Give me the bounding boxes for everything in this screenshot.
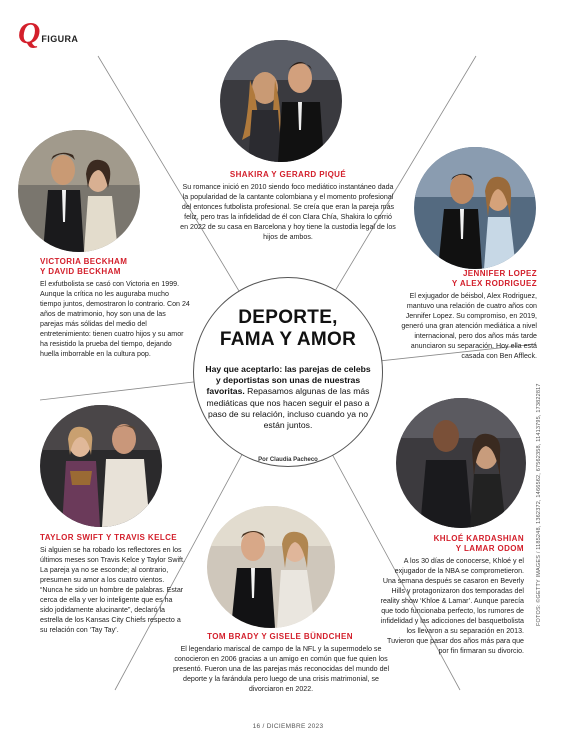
- photo-victoria-david-beckham: [18, 130, 140, 252]
- feature-intro: [203, 364, 373, 431]
- couple-name-jlo-line1: JENNIFER LOPEZ: [462, 269, 537, 278]
- couple-name-shakira-pique: SHAKIRA Y GERARD PIQUÉ: [229, 170, 347, 179]
- page-footer: 16 / DICIEMBRE 2023: [252, 723, 324, 730]
- headline-line-2: FAMA Y AMOR: [219, 329, 357, 350]
- couple-name-jlo-line2: Y ALEX RODRIGUEZ: [451, 279, 537, 288]
- couple-name-taylor-travis: TAYLOR SWIFT Y TRAVIS KELCE: [40, 533, 178, 542]
- headline-line-1: DEPORTE,: [238, 307, 338, 328]
- couple-name-khloe-line2: Y LAMAR ODOM: [455, 544, 524, 553]
- couple-text-khloe-lamar: A los 30 días de conocerse, Khloé y el exjugador de la NBA se comprometieron. Una semana después se casaron en Beverly Hills y protagonizaron dos temporadas del reality show ‘Khloe & Lamar’. Aunque parecía que todo funcionaba perfecto, los rumores de infidelidad y las adicciones del basquetbolista los llevaron a su separación en 2013. Tuvieron que pasar dos años más para que por fin firmaran su divorcio.: [380, 557, 524, 655]
- photo-shakira-pique: [220, 40, 342, 162]
- intro-bold: Hay que aceptarlo: las parejas de celebs y deportistas son unas de nuestras favoritas.: [205, 364, 371, 397]
- couple-text-taylor-travis: Si alguien se ha robado los reflectores en los últimos meses son Travis Kelce y Taylor Swift. La pareja ya no se esconde; al contrario, presumen su amor a los cuatro vientos. “Nunca he sido un hombre de palabras. Estar cerca de ella y ver lo inteligente que es ha sido jodidamente alucinante”, declaró la estrella de los Kansas City Chiefs respecto a su relación con ‘Tay Tay’.: [40, 546, 185, 634]
- section-label: FIGURA: [41, 34, 79, 44]
- intro-rest: Repasamos algunas de las más mediáticas que nos hacen seguir el paso a paso de su relación, incluso cuando ya no están juntos.: [206, 386, 370, 431]
- couple-name-beckham-line1: VICTORIA BECKHAM: [40, 257, 128, 266]
- brand-logo-q: Q: [18, 15, 41, 50]
- feature-headline: [193, 307, 383, 351]
- couple-text-brady-gisele: El legendario mariscal de campo de la NFL y la supermodelo se conocieron en 2006 gracias a un amigo en común que fue quien los presentó. Fueron una de las parejas más reconocidas del mundo del deporte y la farándula pero luego de una crisis matrimonial, se divorciaron en 2022.: [172, 645, 390, 693]
- photo-taylor-swift-travis-kelce: [40, 405, 162, 527]
- couple-text-shakira-pique: Su romance inició en 2010 siendo foco mediático instantáneo dada la popularidad de la cantante colombiana y el momento profesional del entonces futbolista profesional. Se creía que eran la pareja más feliz, pero tras la infidelidad de él con Clara Chía, Shakira lo corrió en 2022 de su casa en Barcelona y hoy tiene la custodia legal de los hijos de ambos.: [180, 183, 396, 241]
- byline: Por Claudia Pacheco: [258, 457, 318, 463]
- couple-text-beckham: El exfutbolista se casó con Victoria en 1999. Aunque la crítica no les auguraba mucho tiempo juntos, demostraron lo contrario. Con 24 años de matrimonio, hoy son una de las parejas más sólidas del medio del entretenimiento: tienen cuatro hijos y su amor ha resistido la prueba del tiempo, dejando huella imborrable en la cultura pop.: [40, 280, 190, 358]
- couple-text-jlo: El exjugador de béisbol, Alex Rodriguez, mantuvo una relación de cuatro años con Jennifer Lopez. Su compromiso, en 2019, generó una gran atención mediática a nivel internacional, pero dos años más tarde anunciaron su separación. Hoy ella está casada con Ben Affleck.: [401, 292, 537, 360]
- photo-khloe-kardashian-lamar-odom: [396, 398, 526, 528]
- couple-name-beckham-line2: Y DAVID BECKHAM: [40, 267, 121, 276]
- photo-jennifer-lopez-alex-rodriguez: [414, 147, 536, 269]
- couple-name-khloe-line1: KHLOÉ KARDASHIAN: [433, 534, 524, 543]
- photo-credit: FOTOS: ©GETTY IMAGES / 1185248, 1362372, 1466562, 67562358, 11413795, 173822817: [536, 383, 542, 626]
- photo-tom-brady-gisele-bundchen: [207, 506, 335, 628]
- couple-name-brady-gisele: TOM BRADY Y GISELE BÜNDCHEN: [207, 632, 353, 641]
